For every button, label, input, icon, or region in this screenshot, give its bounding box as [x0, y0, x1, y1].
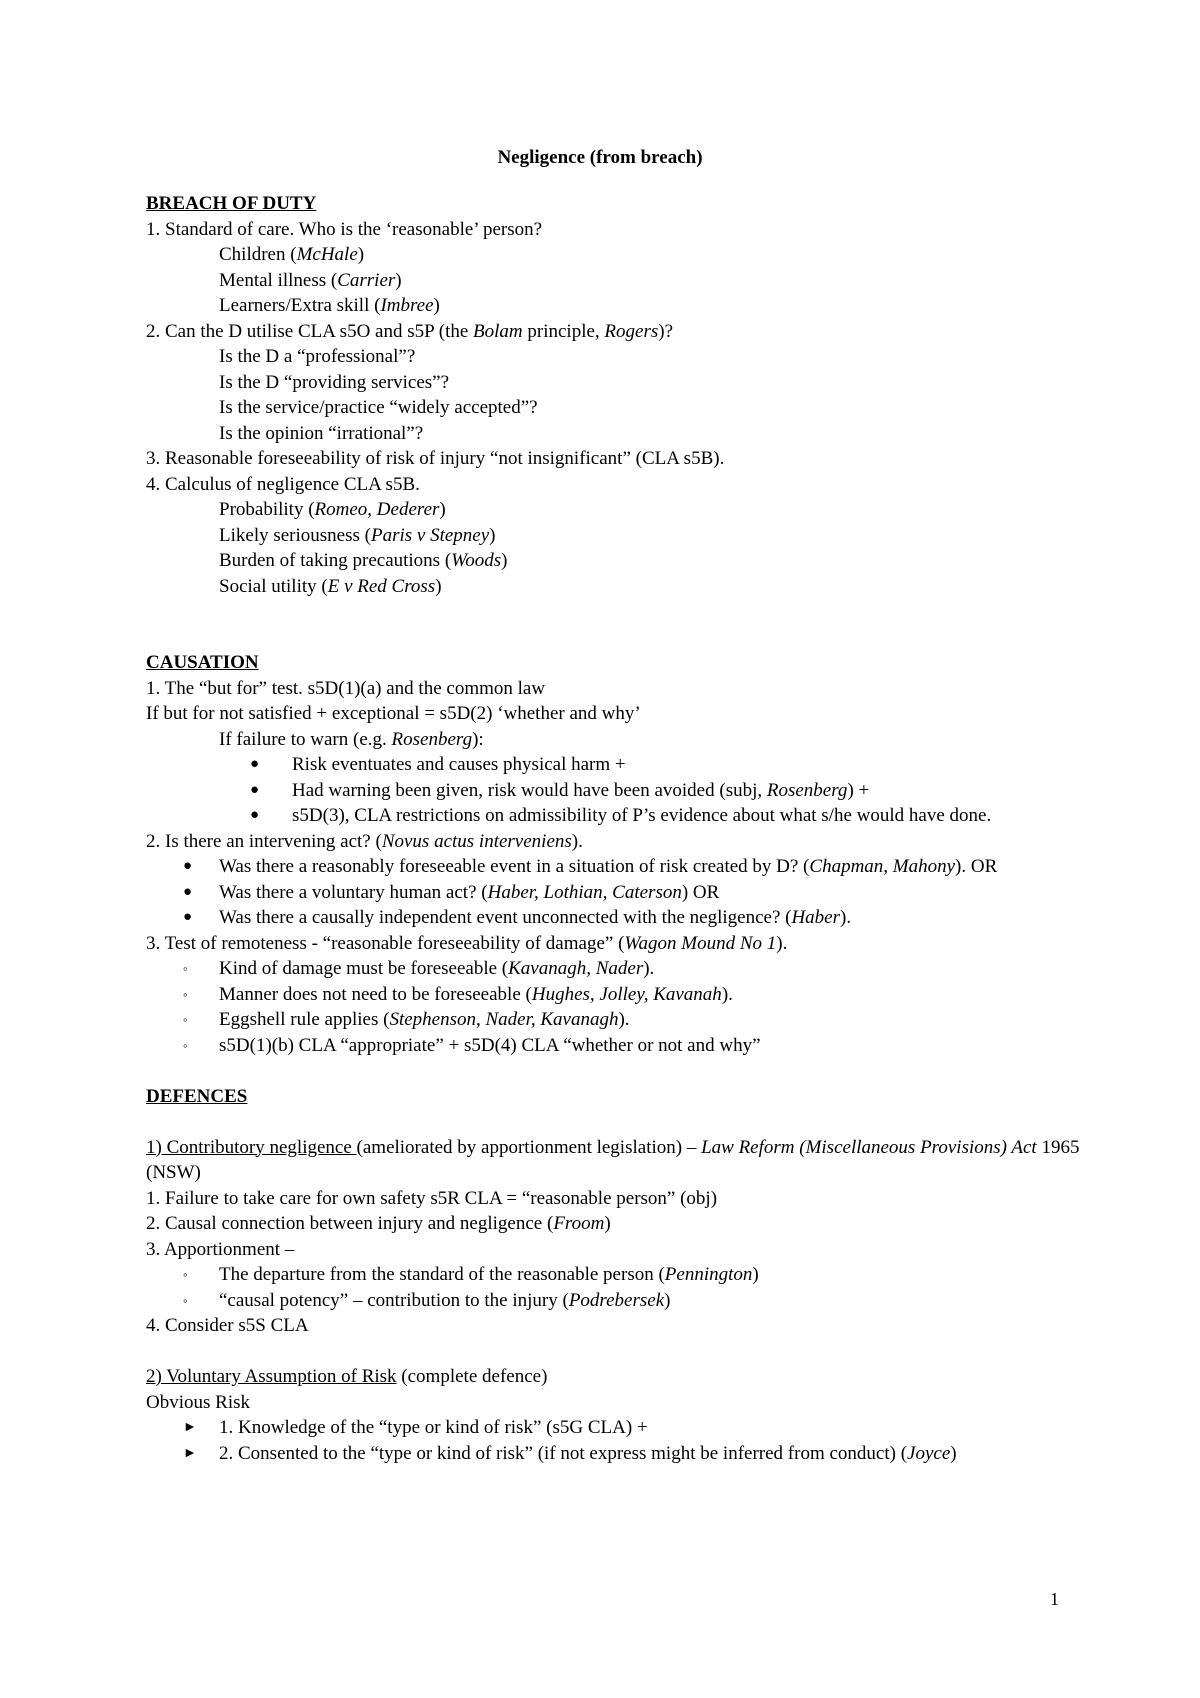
- list-item: 3. Test of remoteness - “reasonable foreseeability of damage” (Wagon Mound No 1).: [146, 932, 788, 954]
- bullet-item: ► 1. Knowledge of the “type or kind of risk” (s5G CLA) +: [146, 1415, 1086, 1441]
- list-item: 3. Reasonable foreseeability of risk of injury “not insignificant” (CLA s5B).: [146, 448, 725, 469]
- page-title: Negligence (from breach): [497, 147, 703, 168]
- list-item: 4. Calculus of negligence CLA s5B.: [146, 473, 420, 495]
- bullet-dot-icon: ●: [250, 807, 260, 823]
- list-item: Is the service/practice “widely accepted”?: [219, 397, 538, 418]
- bullet-item: ● s5D(3), CLA restrictions on admissibility of P’s evidence about what s/he would have done.: [146, 803, 1086, 829]
- list-item: Is the opinion “irrational”?: [219, 422, 424, 444]
- case-name: McHale: [296, 244, 358, 265]
- list-item: If but for not satisfied + exceptional = s5D(2) ‘whether and why’: [146, 703, 641, 724]
- list-item: Learners/Extra skill (Imbree): [219, 295, 440, 316]
- section-heading-causation: CAUSATION: [146, 652, 259, 673]
- bullet-item: ● Risk eventuates and causes physical harm +: [146, 752, 1086, 778]
- list-item: Likely seriousness (Paris v Stepney): [219, 524, 496, 546]
- list-item: Is the D “providing services”?: [219, 371, 450, 393]
- bullet-dot-icon: ●: [250, 756, 260, 772]
- bullet-item: ● Was there a reasonably foreseeable event in a situation of risk created by D? (Chapman, Mahony). OR: [146, 854, 1086, 880]
- list-item: 1. Standard of care. Who is the ‘reasonable’ person?: [146, 218, 543, 240]
- bullet-dot-icon: ●: [183, 909, 193, 925]
- bullet-item: ◦ “causal potency” – contribution to the injury (Podrebersek): [146, 1288, 1086, 1314]
- bullet-item: ◦ Kind of damage must be foreseeable (Kavanagh, Nader).: [146, 956, 1086, 982]
- bullet-circle-icon: ◦: [183, 986, 188, 1002]
- bullet-item: ◦ Eggshell rule applies (Stephenson, Nader, Kavanagh).: [146, 1007, 1086, 1033]
- bullet-triangle-icon: ►: [183, 1445, 197, 1461]
- list-item: Obvious Risk: [146, 1391, 250, 1413]
- list-item: 2. Can the D utilise CLA s5O and s5P (the Bolam principle, Rogers)?: [146, 320, 674, 342]
- list-item: 4. Consider s5S CLA: [146, 1315, 309, 1336]
- list-item: 1. The “but for” test. s5D(1)(a) and the common law: [146, 677, 546, 699]
- bullet-circle-icon: ◦: [183, 1292, 188, 1308]
- list-item: 1. Failure to take care for own safety s5R CLA = “reasonable person” (obj): [146, 1187, 718, 1209]
- bullet-circle-icon: ◦: [183, 1012, 188, 1027]
- list-item: Probability (Romeo, Dederer): [219, 499, 446, 520]
- section-heading-breach: BREACH OF DUTY: [146, 193, 317, 214]
- list-item: Children (McHale): [219, 244, 365, 265]
- bullet-circle-icon: ◦: [183, 961, 188, 976]
- bullet-item: ● Had warning been given, risk would have been avoided (subj, Rosenberg) +: [146, 778, 1086, 804]
- list-item: Is the D a “professional”?: [219, 346, 416, 367]
- bullet-dot-icon: ●: [183, 883, 193, 900]
- bullet-triangle-icon: ►: [183, 1420, 197, 1435]
- section-heading-defences: DEFENCES: [146, 1085, 248, 1107]
- list-item: Burden of taking precautions (Woods): [219, 550, 508, 571]
- case-name: Imbree: [380, 295, 434, 316]
- bullet-circle-icon: ◦: [183, 1037, 188, 1053]
- bullet-item: ● Was there a causally independent event unconnected with the negligence? (Haber).: [146, 905, 1086, 931]
- bullet-circle-icon: ◦: [183, 1267, 188, 1282]
- list-item: If failure to warn (e.g. Rosenberg):: [219, 728, 484, 750]
- bullet-item: ◦ The departure from the standard of the reasonable person (Pennington): [146, 1262, 1086, 1288]
- list-item: 2. Causal connection between injury and negligence (Froom): [146, 1213, 611, 1234]
- subsection-heading: 2) Voluntary Assumption of Risk (complete defence): [146, 1366, 548, 1387]
- list-item: 3. Apportionment –: [146, 1238, 295, 1260]
- list-item: Mental illness (Carrier): [219, 269, 402, 291]
- document-body: [146, 191, 1086, 1466]
- bullet-dot-icon: ●: [250, 781, 260, 798]
- bullet-item: ► 2. Consented to the “type or kind of risk” (if not express might be inferred from conduct) (Joyce): [146, 1441, 1086, 1467]
- subsection-heading: 1) Contributory negligence (ameliorated by apportionment legislation) – Law Reform (Miscellaneous Provisions) Act 1965 (NSW): [146, 1136, 1080, 1183]
- list-item: Social utility (E v Red Cross): [219, 575, 442, 597]
- bullet-item: ● Was there a voluntary human act? (Haber, Lothian, Caterson) OR: [146, 880, 1086, 906]
- bullet-item: ◦ Manner does not need to be foreseeable (Hughes, Jolley, Kavanah).: [146, 982, 1086, 1008]
- page-number: 1: [1050, 1589, 1059, 1609]
- bullet-dot-icon: ●: [183, 858, 193, 874]
- bullet-item: ◦ s5D(1)(b) CLA “appropriate” + s5D(4) CLA “whether or not and why”: [146, 1033, 1086, 1059]
- case-name: Carrier: [337, 269, 396, 291]
- list-item: 2. Is there an intervening act? (Novus actus interveniens).: [146, 830, 583, 852]
